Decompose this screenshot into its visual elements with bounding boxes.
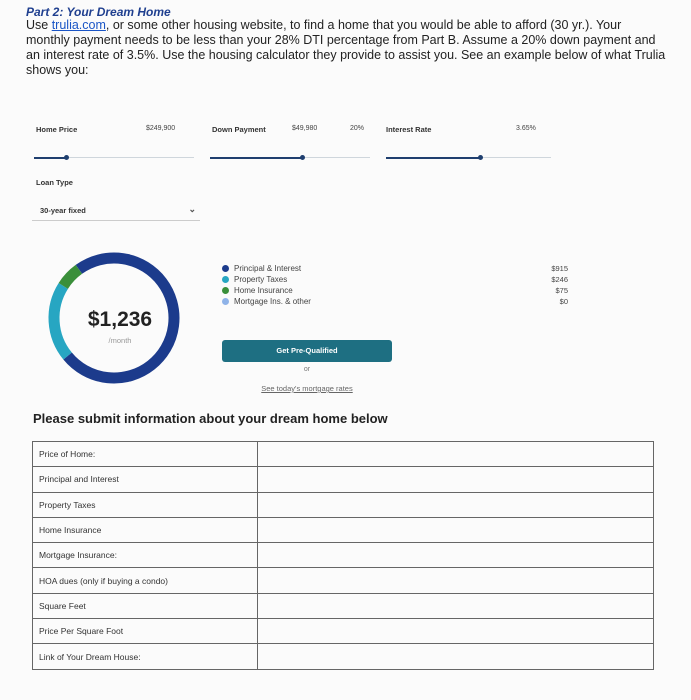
- legend-label-insurance: Home Insurance: [234, 286, 293, 295]
- legend-dot-taxes: [222, 276, 229, 283]
- payment-legend: [222, 263, 552, 307]
- row-answer-cell[interactable]: [258, 644, 654, 669]
- row-answer-cell[interactable]: [258, 492, 654, 517]
- row-label: HOA dues (only if buying a condo): [33, 568, 258, 593]
- table-row: [33, 619, 654, 644]
- table-row: [33, 543, 654, 568]
- legend-amount-principal: $915: [551, 264, 568, 273]
- table-row: [33, 517, 654, 542]
- monthly-payment-unit: /month: [108, 336, 132, 345]
- table-row: [33, 492, 654, 517]
- legend-dot-principal: [222, 265, 229, 272]
- part-title: Part 2: Your Dream Home: [26, 5, 171, 19]
- row-label: Square Feet: [33, 593, 258, 618]
- legend-dot-mortgage-ins: [222, 298, 229, 305]
- row-label: Price Per Square Foot: [33, 619, 258, 644]
- row-answer-cell[interactable]: [258, 568, 654, 593]
- legend-item-principal: [222, 263, 552, 274]
- home-price-slider-fill: [34, 157, 66, 159]
- legend-item-insurance: [222, 285, 552, 296]
- monthly-payment-amount: $1,236: [87, 308, 153, 331]
- down-payment-slider[interactable]: [210, 157, 370, 158]
- row-answer-cell[interactable]: [258, 619, 654, 644]
- loan-type-label: Loan Type: [36, 178, 73, 187]
- intro-text-rest: , or some other housing website, to find a home that you would be able to afford (30 yr.). Your monthly payment needs to be less than your 28% DTI percentage from Part B. Assume a 20% down payment and an interest rate of 3.5%. Use the housing calculator they provide to assist you. See an example below of what Trulia shows you:: [26, 18, 666, 77]
- legend-label-mortgage-ins: Mortgage Ins. & other: [234, 297, 311, 306]
- mortgage-rates-link[interactable]: See today's mortgage rates: [261, 384, 353, 393]
- row-label: Property Taxes: [33, 492, 258, 517]
- down-payment-slider-fill: [210, 157, 303, 159]
- home-price-slider-handle[interactable]: [64, 155, 69, 160]
- payment-amounts: [528, 263, 568, 307]
- interest-rate-value[interactable]: 3.65%: [516, 125, 536, 132]
- table-row: [33, 467, 654, 492]
- row-answer-cell[interactable]: [258, 593, 654, 618]
- get-pre-qualified-button[interactable]: Get Pre-Qualified: [222, 340, 392, 362]
- home-price-slider[interactable]: [34, 157, 194, 158]
- legend-amount-insurance: $75: [555, 286, 568, 295]
- legend-label-principal: Principal & Interest: [234, 264, 302, 273]
- interest-rate-label: Interest Rate: [386, 125, 432, 134]
- or-separator: or: [303, 366, 311, 373]
- interest-rate-slider[interactable]: [386, 157, 551, 158]
- down-payment-label: Down Payment: [212, 125, 266, 134]
- instructions-paragraph: [26, 18, 666, 78]
- home-price-value[interactable]: $249,900: [146, 125, 176, 132]
- row-answer-cell[interactable]: [258, 517, 654, 542]
- legend-label-taxes: Property Taxes: [234, 275, 288, 284]
- down-payment-value[interactable]: $49,980: [292, 125, 318, 132]
- table-row: [33, 568, 654, 593]
- row-answer-cell[interactable]: [258, 442, 654, 467]
- row-answer-cell[interactable]: [258, 467, 654, 492]
- down-payment-slider-handle[interactable]: [300, 155, 305, 160]
- interest-rate-slider-fill: [386, 157, 480, 159]
- down-payment-percent[interactable]: 20%: [350, 125, 365, 132]
- loan-type-select[interactable]: [32, 198, 200, 221]
- legend-item-taxes: [222, 274, 552, 285]
- interest-rate-slider-handle[interactable]: [478, 155, 483, 160]
- row-answer-cell[interactable]: [258, 543, 654, 568]
- legend-item-mortgage-ins: [222, 296, 552, 307]
- row-label: Mortgage Insurance:: [33, 543, 258, 568]
- legend-amount-mortgage-ins: $0: [559, 297, 568, 306]
- row-label: Home Insurance: [33, 517, 258, 542]
- donut-segment-insurance: [63, 269, 79, 286]
- legend-amount-taxes: $246: [551, 275, 568, 284]
- trulia-link[interactable]: trulia.com: [51, 18, 106, 32]
- loan-type-value: 30-year fixed: [40, 206, 86, 215]
- row-label: Link of Your Dream House:: [33, 644, 258, 669]
- intro-text-start: Use: [26, 18, 52, 32]
- table-row: [33, 644, 654, 669]
- chevron-down-icon: ⌄: [188, 204, 196, 214]
- dream-home-table: [32, 441, 654, 670]
- home-price-label: Home Price: [36, 125, 78, 134]
- legend-dot-insurance: [222, 287, 229, 294]
- table-row: [33, 593, 654, 618]
- submission-heading: Please submit information about your dream home below: [33, 411, 388, 426]
- row-label: Principal and Interest: [33, 467, 258, 492]
- row-label: Price of Home:: [33, 442, 258, 467]
- table-row: [33, 442, 654, 467]
